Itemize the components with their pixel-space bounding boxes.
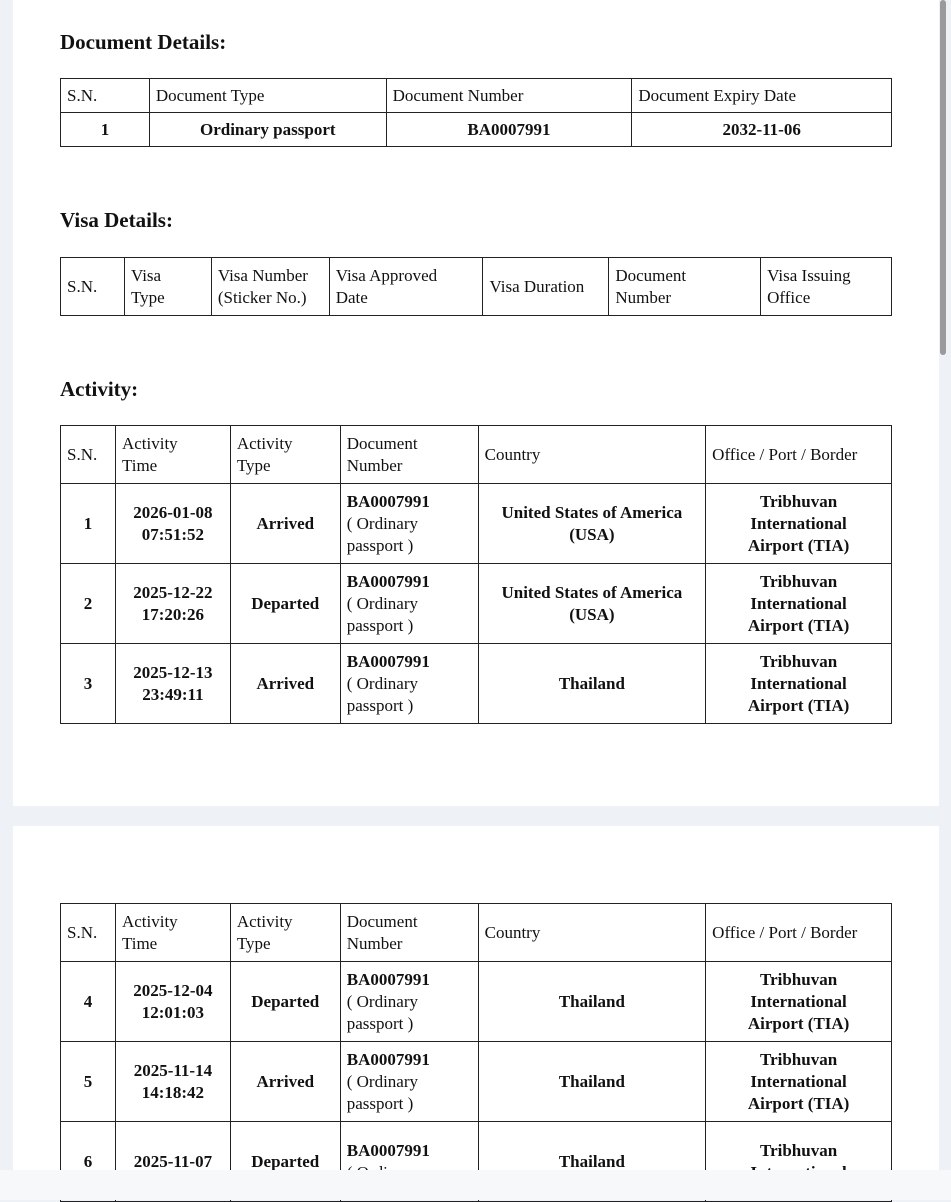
scrollbar-thumb[interactable] (940, 0, 946, 355)
header-sn: S.N. (61, 258, 125, 316)
header-activity-time: Activity Time (115, 904, 230, 962)
cell-country: United States of America (USA) (478, 484, 706, 564)
cell-activity-type: Departed (230, 564, 340, 644)
header-visa-number: Visa Number (Sticker No.) (211, 258, 329, 316)
header-visa-issuing-office: Visa Issuing Office (761, 258, 892, 316)
cell-country: Thailand (478, 1042, 706, 1122)
header-activity-type: Activity Type (230, 426, 340, 484)
cell-document-number: BA0007991 ( Ordinary passport ) (340, 1042, 478, 1122)
header-office-port-border: Office / Port / Border (706, 904, 892, 962)
cell-office: Tribhuvan (706, 1122, 892, 1202)
cell-office: Tribhuvan International Airport (TIA) (706, 484, 892, 564)
cell-country: Thailand (478, 962, 706, 1042)
cell-country: Thailand (478, 644, 706, 724)
cell-document-expiry: 2032-11-06 (632, 113, 892, 147)
table-header-row (61, 258, 892, 316)
header-country: Country (478, 904, 706, 962)
cell-document-number: BA0007991 ( Ordinary passport ) (340, 484, 478, 564)
header-visa-duration: Visa Duration (483, 258, 609, 316)
cell-activity-time: 2025-11-07 (115, 1122, 230, 1202)
header-document-number: Document Number (340, 426, 478, 484)
cell-country: United States of America (USA) (478, 564, 706, 644)
cell-activity-time: 2025-12-22 17:20:26 (115, 564, 230, 644)
visa-details-table (60, 257, 892, 316)
cell-office: Tribhuvan International Airport (TIA) (706, 644, 892, 724)
bottom-toolbar (0, 1170, 951, 1200)
header-sn: S.N. (61, 904, 116, 962)
activity-table-page-1 (60, 425, 892, 724)
cell-office: Tribhuvan International Airport (TIA) (706, 1042, 892, 1122)
page-1 (13, 0, 939, 806)
cell-document-number: BA0007991 ( Ordinary passport ) (340, 962, 478, 1042)
table-row (61, 1042, 892, 1122)
table-header-row (61, 426, 892, 484)
header-sn: S.N. (61, 426, 116, 484)
table-header-row (61, 79, 892, 113)
cell-sn: 1 (61, 113, 150, 147)
cell-country: Thailand (478, 1122, 706, 1202)
cell-document-type: Ordinary passport (149, 113, 386, 147)
header-document-number: Document Number (340, 904, 478, 962)
cell-sn: 6 (61, 1122, 116, 1202)
cell-activity-type: Arrived (230, 1042, 340, 1122)
header-document-expiry: Document Expiry Date (632, 79, 892, 113)
table-header-row (61, 904, 892, 962)
table-row (61, 113, 892, 147)
cell-activity-time: 2025-12-13 23:49:11 (115, 644, 230, 724)
cell-activity-type: Arrived (230, 484, 340, 564)
cell-document-number: BA0007991 (386, 113, 632, 147)
cell-sn: 2 (61, 564, 116, 644)
cell-activity-time: 2025-12-04 12:01:03 (115, 962, 230, 1042)
header-office-port-border: Office / Port / Border (706, 426, 892, 484)
visa-details-title: Visa Details: (60, 208, 173, 232)
cell-sn: 4 (61, 962, 116, 1042)
cell-activity-type: Departed (230, 1122, 340, 1202)
cell-document-number: BA0007991 (340, 1122, 478, 1202)
table-row (61, 484, 892, 564)
header-activity-type: Activity Type (230, 904, 340, 962)
document-details-title: Document Details: (60, 30, 227, 54)
table-row (61, 962, 892, 1042)
header-visa-type: Visa Type (124, 258, 211, 316)
header-visa-approved-date: Visa Approved Date (329, 258, 483, 316)
cell-sn: 5 (61, 1042, 116, 1122)
cell-office: Tribhuvan International Airport (TIA) (706, 962, 892, 1042)
table-row (61, 564, 892, 644)
header-document-number: Document Number (609, 258, 761, 316)
document-details-table (60, 78, 892, 147)
activity-title: Activity: (60, 377, 139, 401)
page-2 (13, 826, 939, 1171)
cell-activity-type: Arrived (230, 644, 340, 724)
cell-office: Tribhuvan International Airport (TIA) (706, 564, 892, 644)
cell-sn: 1 (61, 484, 116, 564)
header-sn: S.N. (61, 79, 150, 113)
cell-activity-time: 2025-11-14 14:18:42 (115, 1042, 230, 1122)
cell-document-number: BA0007991 ( Ordinary passport ) (340, 564, 478, 644)
cell-sn: 3 (61, 644, 116, 724)
table-row (61, 644, 892, 724)
cell-activity-time: 2026-01-08 07:51:52 (115, 484, 230, 564)
header-document-type: Document Type (149, 79, 386, 113)
activity-table-page-2 (60, 903, 892, 1202)
cell-activity-type: Departed (230, 962, 340, 1042)
header-country: Country (478, 426, 706, 484)
cell-document-number: BA0007991 ( Ordinary passport ) (340, 644, 478, 724)
header-activity-time: Activity Time (115, 426, 230, 484)
header-document-number: Document Number (386, 79, 632, 113)
